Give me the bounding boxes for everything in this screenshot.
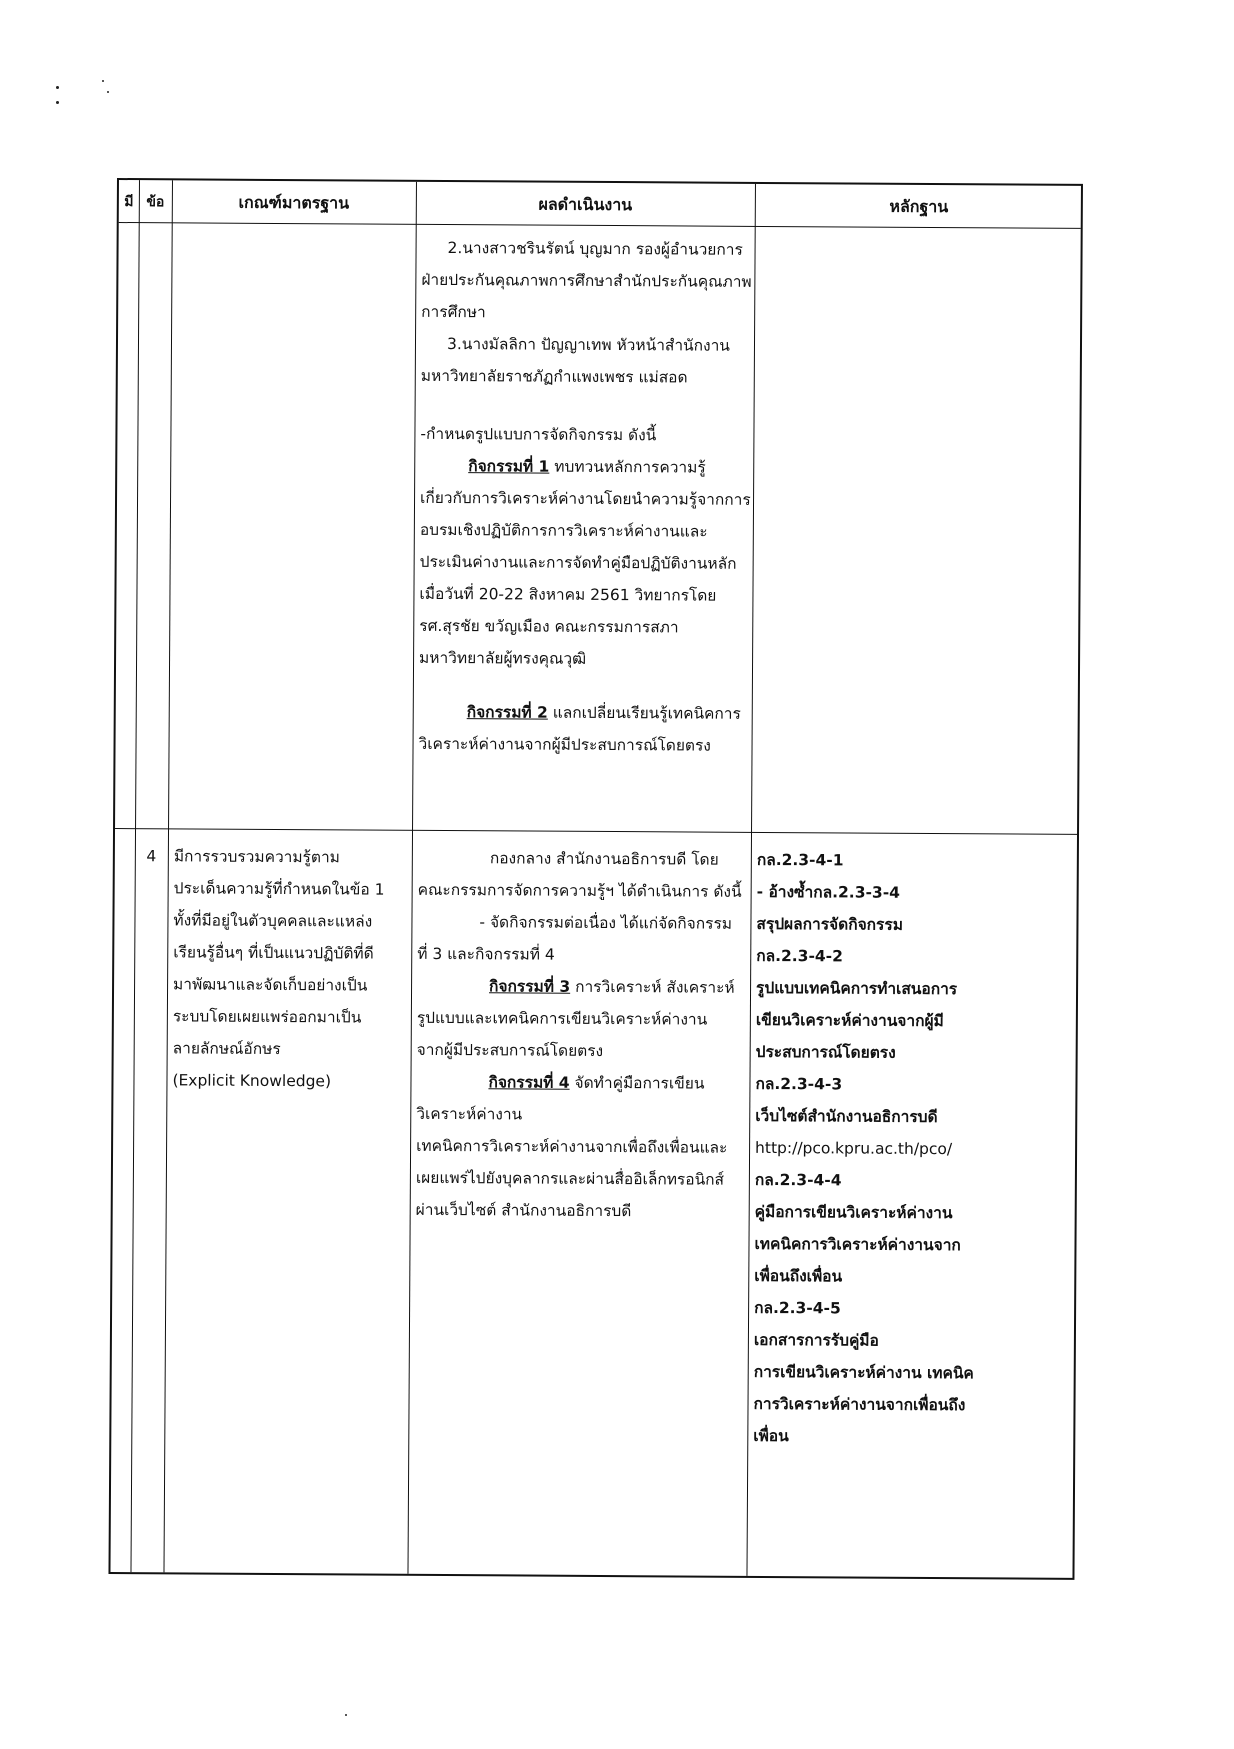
evidence-line: เอกสารการรับคู่มือ xyxy=(753,1330,879,1350)
results-line: 2.นางสาวชรินรัตน์ บุญมาก รองผู้อำนวยการ xyxy=(447,239,743,259)
header-evidence: หลักฐาน xyxy=(889,196,949,216)
column-divider xyxy=(407,182,417,1574)
criteria-line: มีการรวบรวมความรู้ตาม xyxy=(173,847,340,867)
evidence-code: กล.2.3-4-2 xyxy=(756,946,843,966)
activity-2-text: แลกเปลี่ยนเรียนรู้เทคนิคการ xyxy=(547,703,741,723)
results-line: มหาวิทยาลัยราชภัฏกำแพงเพชร แม่สอด xyxy=(420,366,688,387)
criteria-line: (Explicit Knowledge) xyxy=(172,1071,332,1091)
activity-1-line xyxy=(420,450,748,484)
results-line: ประเมินค่างานและการจัดทำคู่มือปฏิบัติงานหลัก xyxy=(419,552,737,573)
row2-evidence xyxy=(753,844,1075,1454)
results-line: เผยแพร่ไปยังบุคลากรและผ่านสื่ออิเล็กทรอนิกส์ xyxy=(415,1168,725,1189)
row2-results xyxy=(416,842,746,1228)
results-line: เมื่อวันที่ 20-22 สิงหาคม 2561 วิทยากรโดย xyxy=(419,584,717,605)
scan-speck xyxy=(345,1714,347,1716)
criteria-line: ประเด็นความรู้ที่กำหนดในข้อ 1 xyxy=(173,879,385,899)
results-line: รูปแบบและเทคนิคการเขียนวิเคราะห์ค่างาน xyxy=(416,1008,708,1029)
header-criteria: เกณฑ์มาตรฐาน xyxy=(238,192,350,212)
criteria-line: ลายลักษณ์อักษร xyxy=(172,1039,281,1059)
results-line: เทคนิคการวิเคราะห์ค่างานจากเพื่อถึงเพื่อนและ xyxy=(416,1136,728,1157)
results-line: จากผู้มีประสบการณ์โดยตรง xyxy=(416,1040,604,1060)
evidence-code: กล.2.3-4-5 xyxy=(754,1298,841,1318)
evidence-line: เพื่อนถึงเพื่อน xyxy=(754,1266,843,1286)
results-line: -กำหนดรูปแบบการจัดกิจกรรม ดังนี้ xyxy=(420,424,657,445)
activity-3-line xyxy=(417,970,745,1004)
results-line: รศ.สุรชัย ขวัญเมือง คณะกรรมการสภา xyxy=(419,616,679,637)
results-line: เกี่ยวกับการวิเคราะห์ค่างานโดยนำความรู้จากการ xyxy=(419,488,751,509)
results-line: 3.นางมัลลิกา ปัญญาเทพ หัวหน้าสำนักงาน xyxy=(446,335,730,355)
evidence-code: กล.2.3-4-3 xyxy=(755,1074,843,1094)
row2-criteria xyxy=(172,840,408,1097)
results-line: กองกลาง สำนักงานอธิการบดี โดย xyxy=(489,849,719,869)
results-line: คณะกรรมการจัดการความรู้ฯ ได้ดำเนินการ ดังนี้ xyxy=(417,880,742,901)
column-divider xyxy=(163,180,173,1572)
evidence-line: เทคนิคการวิเคราะห์ค่างานจาก xyxy=(754,1234,961,1255)
activity-3-text: การวิเคราะห์ สังเคราะห์ xyxy=(570,977,735,997)
criteria-line: มาพัฒนาและจัดเก็บอย่างเป็น xyxy=(173,975,368,995)
scan-speck xyxy=(56,86,59,89)
scan-speck xyxy=(56,101,59,104)
evidence-line: เพื่อน xyxy=(753,1426,789,1446)
evidence-line: ประสบการณ์โดยตรง xyxy=(755,1042,896,1062)
evidence-line: - อ้างซ้ำกล.2.3-3-4 xyxy=(756,882,901,902)
evidence-url: http://pco.kpru.ac.th/pco/ xyxy=(755,1138,953,1159)
header-year: มี xyxy=(124,194,134,211)
results-line: - จัดกิจกรรมต่อเนื่อง ได้แก่จัดกิจกรรม xyxy=(479,913,733,933)
results-line: อบรมเชิงปฏิบัติการการวิเคราะห์ค่างานและ xyxy=(419,520,708,541)
activity-1-text: ทบทวนหลักการความรู้ xyxy=(549,457,706,477)
evidence-line: การวิเคราะห์ค่างานจากเพื่อนถึง xyxy=(753,1394,966,1415)
activity-3-label: กิจกรรมที่ 3 xyxy=(489,977,571,996)
evidence-line: รูปแบบเทคนิคการทำเสนอการ xyxy=(756,978,958,999)
criteria-line: ทั้งที่มีอยู่ในตัวบุคคลและแหล่ง xyxy=(173,911,373,931)
row-divider xyxy=(115,828,1077,835)
results-line: วิเคราะห์ค่างานจากผู้มีประสบการณ์โดยตรง xyxy=(418,734,711,755)
kpi-table xyxy=(108,178,1083,1580)
results-line: ฝ่ายประกันคุณภาพการศึกษาสำนักประกันคุณภาพ xyxy=(421,270,752,291)
activity-1-label: กิจกรรมที่ 1 xyxy=(468,457,550,476)
evidence-line: การเขียนวิเคราะห์ค่างาน เทคนิค xyxy=(753,1362,974,1383)
evidence-line: คู่มือการเขียนวิเคราะห์ค่างาน xyxy=(754,1202,953,1223)
header-results: ผลดำเนินงาน xyxy=(538,194,633,214)
row1-results xyxy=(418,232,752,762)
evidence-line: เว็บไซต์สำนักงานอธิการบดี xyxy=(755,1106,938,1127)
evidence-code: กล.2.3-4-1 xyxy=(756,850,844,870)
results-line: วิเคราะห์ค่างาน xyxy=(416,1104,523,1124)
column-divider xyxy=(130,180,140,1572)
header-item: ข้อ xyxy=(146,194,165,211)
scan-speck xyxy=(107,91,109,93)
criteria-line: ระบบโดยเผยแพร่ออกมาเป็น xyxy=(172,1007,362,1027)
results-line: ที่ 3 และกิจกรรมที่ 4 xyxy=(417,944,555,964)
item-number: 4 xyxy=(146,847,157,866)
criteria-line: เรียนรู้อื่นๆ ที่เป็นแนวปฏิบัติที่ดี xyxy=(173,943,374,963)
results-line: การศึกษา xyxy=(421,302,486,322)
results-line: มหาวิทยาลัยผู้ทรงคุณวุฒิ xyxy=(419,648,587,668)
activity-4-label: กิจกรรมที่ 4 xyxy=(488,1073,570,1092)
results-line: ผ่านเว็บไซต์ สำนักงานอธิการบดี xyxy=(415,1200,632,1221)
evidence-line: สรุปผลการจัดกิจกรรม xyxy=(756,914,904,934)
activity-4-line xyxy=(416,1066,744,1100)
evidence-code: กล.2.3-4-4 xyxy=(754,1170,842,1190)
activity-2-line xyxy=(419,696,747,730)
activity-4-text: จัดทำคู่มือการเขียน xyxy=(569,1073,705,1093)
scan-speck xyxy=(102,80,104,82)
evidence-line: เขียนวิเคราะห์ค่างานจากผู้มี xyxy=(755,1010,944,1031)
activity-2-label: กิจกรรมที่ 2 xyxy=(466,703,548,722)
